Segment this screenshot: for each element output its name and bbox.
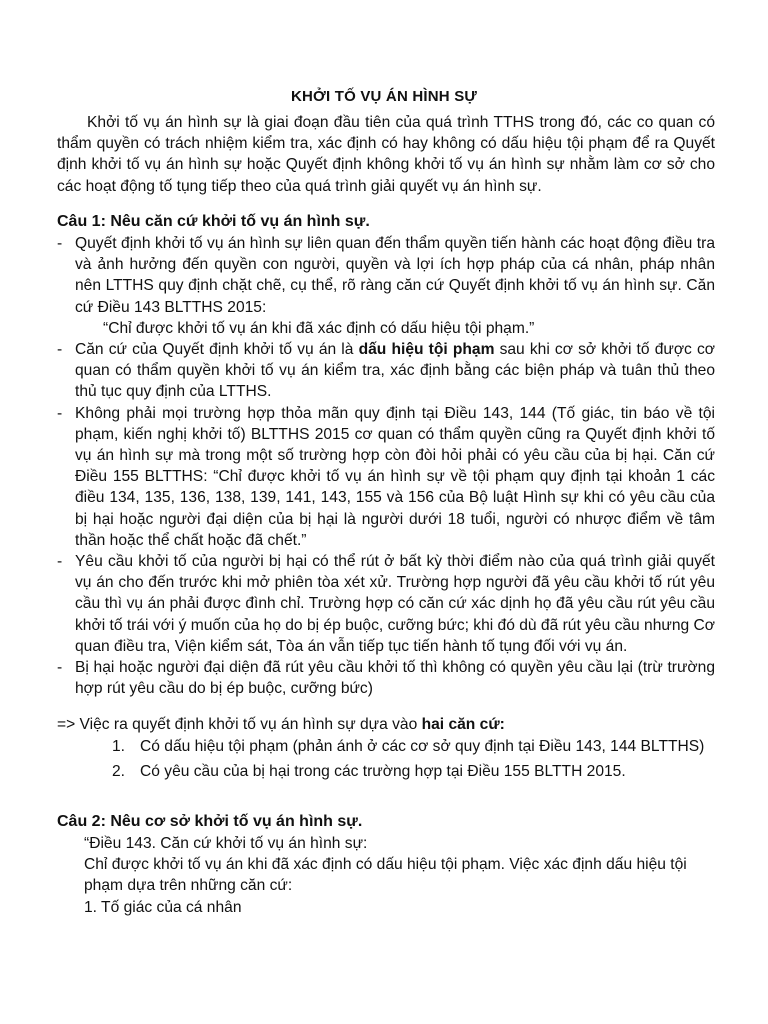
conclusion-bold-text: hai căn cứ: xyxy=(421,716,505,733)
intro-paragraph: Khởi tố vụ án hình sự là giai đoạn đầu tiên của quá trình TTHS trong đó, các co quan có thẩm quyền có trách nhiệm kiểm tra, xác định có hay không có dấu hiệu tội phạm để ra Quyết định khởi tố vụ án hình sự hoặc Quyết định không khởi tố vụ án hình sự nhằm làm cơ sở cho các hoạt động tố tụng tiếp theo của quá trình giải quyết vụ án hình sự. xyxy=(57,114,715,195)
bullet-text: sau khi cơ sở khởi tố được cơ quan có thẩm quyền khởi tố vụ án kiểm tra, xác định bằng các biện pháp và tuân thủ theo thủ tục quy định của LTTHS. xyxy=(75,341,715,401)
conclusion-line xyxy=(57,714,715,735)
item-number: 1. xyxy=(112,738,126,755)
question-1-bullets xyxy=(57,233,715,699)
article-143-quote: “Chỉ được khởi tố vụ án khi đã xác định có dấu hiệu tội phạm.” xyxy=(103,319,535,337)
article-item: 1. Tố giác của cá nhân xyxy=(84,898,242,916)
bullet-item xyxy=(57,339,715,403)
bullet-text: Không phải mọi trường hợp thỏa mãn quy định tại Điều 143, 144 (Tố giác, tin báo về tội phạm, kiến nghị khởi tố) BLTTHS 2015 cơ quan có thẩm quyền cũng ra Quyết định khởi tố vụ án hình sự mà trong một số trường hợp còn đòi hỏi phải có yêu cầu của bị hại. Căn cứ Điều 155 BLTTHS: “Chỉ được khởi tố vụ án hình sự về tội phạm quy định tại khoản 1 các điều 134, 135, 136, 138, 139, 141, 143, 155 và 156 của Bộ luật Hình sự khi có yêu cầu của bị hại hoặc người đại diện của bị hại là người dưới 18 tuổi, người có nhược điểm về tâm thần hoặc thể chất hoặc đã chết.” xyxy=(75,404,715,549)
question-2-heading: Câu 2: Nêu cơ sở khởi tố vụ án hình sự. xyxy=(57,813,363,830)
article-heading: “Điều 143. Căn cứ khởi tố vụ án hình sự: xyxy=(84,835,368,852)
bullet-dash: - xyxy=(57,341,63,359)
bullet-text: Căn cứ của Quyết định khởi tố vụ án là xyxy=(75,341,359,359)
bullet-item xyxy=(57,233,715,339)
question-1-heading: Câu 1: Nêu căn cứ khởi tố vụ án hình sự. xyxy=(57,213,370,230)
conclusion-text: => Việc ra quyết định khởi tố vụ án hình sự dựa vào xyxy=(57,716,422,733)
item-text: Có dấu hiệu tội phạm (phản ánh ở các cơ sở quy định tại Điều 143, 144 BLTTHS) xyxy=(140,738,705,755)
bullet-text: Yêu cầu khởi tố của người bị hại có thể rút ở bất kỳ thời điểm nào của quá trình giải quyết vụ án cho đến trước khi mở phiên tòa xét xử. Trường hợp người đã yêu cầu khởi tố rút yêu cầu thì vụ án phải được đình chỉ. Trường hợp có căn cứ xác dịnh họ đã yêu cầu rút yêu cầu khởi tố trái với ý muốn của họ do bị ép buộc, cưỡng bức; khi đó dù đã rút yêu cầu nhưng Cơ quan điều tra, Viện kiểm sát, Tòa án vẫn tiếp tục tiến hành tố tụng đối với vụ án. xyxy=(75,553,716,655)
item-number: 2. xyxy=(112,763,126,781)
bullet-item xyxy=(57,551,715,657)
bullet-dash: - xyxy=(57,553,63,571)
bullet-dash: - xyxy=(57,659,63,677)
bullet-item xyxy=(57,403,715,551)
bullet-bold-text: dấu hiệu tội phạm xyxy=(358,341,495,359)
bullet-dash: - xyxy=(57,404,63,422)
bullet-item xyxy=(57,657,715,699)
bullet-text: Bị hại hoặc người đại diện đã rút yêu cầu khởi tố thì không có quyền yêu cầu lại (trừ trường hợp rút yêu cầu do bị ép buộc, cưỡng bức) xyxy=(75,659,715,698)
bullet-dash: - xyxy=(57,235,63,252)
numbered-item xyxy=(112,736,716,757)
article-paragraph: Chỉ được khởi tố vụ án khi đã xác định có dấu hiệu tội phạm. Việc xác định dấu hiệu tội phạm dựa trên những căn cứ: xyxy=(84,856,687,895)
article-143-text xyxy=(84,833,718,918)
numbered-item xyxy=(112,761,716,782)
bullet-text: Quyết định khởi tố vụ án hình sự liên quan đến thẩm quyền tiến hành các hoạt động điều tra và ảnh hưởng đến quyền con người, quyền và lợi ích hợp pháp của cá nhân, pháp nhân nên LTTHS quy định chặt chẽ, cụ thể, rõ ràng căn cứ Quyết định khởi tố vụ án hình sự. Căn cứ Điều 143 BLTTHS 2015: xyxy=(75,235,715,316)
document-title: KHỞI TỐ VỤ ÁN HÌNH SỰ xyxy=(290,88,478,105)
numbered-list xyxy=(112,736,716,786)
item-text: Có yêu cầu của bị hại trong các trường hợp tại Điều 155 BLTTH 2015. xyxy=(140,763,626,781)
